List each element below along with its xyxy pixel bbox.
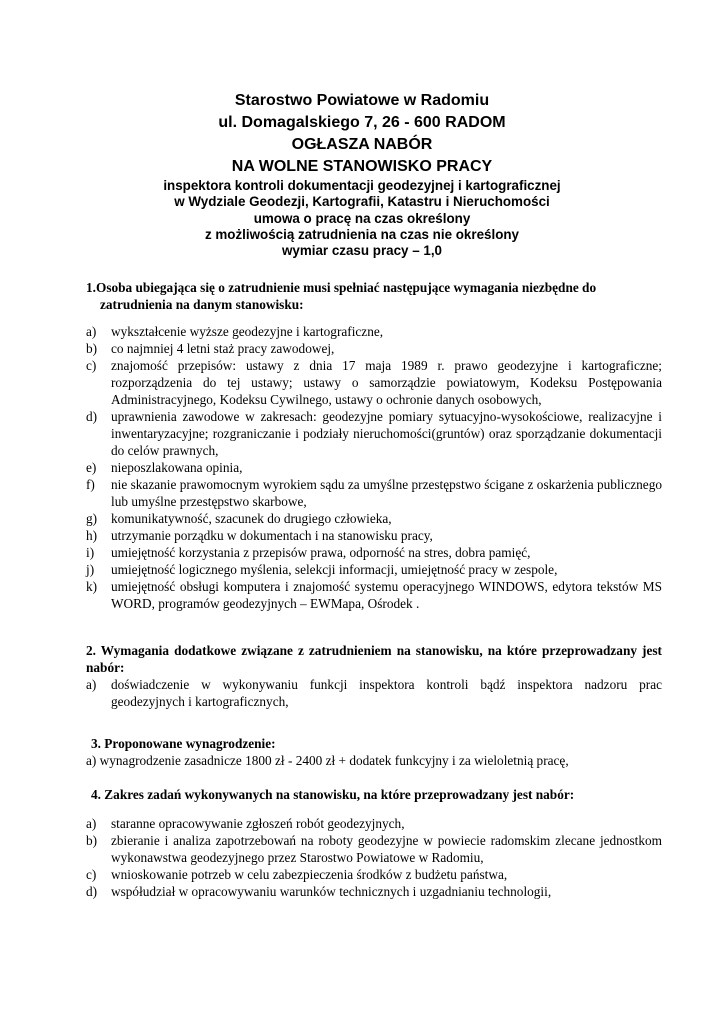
position-name: inspektora kontroli dokumentacji geodezyjnej i kartograficznej (163, 178, 561, 193)
list-item: g) komunikatywność, szacunek do drugiego człowieka, (86, 511, 392, 526)
requirements-list (86, 323, 662, 612)
additional-requirements-list (86, 676, 662, 710)
list-item: a) staranne opracowywanie zgłoszeń robót geodezyjnych, (86, 816, 405, 831)
section-salary-title: 3. Proponowane wynagrodzenie: (91, 736, 276, 751)
list-item: j) umiejętność logicznego myślenia, selekcji informacji, umiejętność pracy w zespole, (86, 562, 558, 577)
list-item: c) wnioskowanie potrzeb w celu zabezpieczenia środków z budżetu państwa, (86, 867, 508, 882)
list-item: c) znajomość przepisów: ustawy z dnia 17 maja 1989 r. prawo geodezyjne i kartograficzne; rozporządzenia do tej ustawy; ustawy o samorządzie powiatowym, Kodeksu Postępowania Administracyjnego, Kodeksu Cywilnego, ustawy o ochronie danych osobowych, (86, 358, 662, 407)
announcement-title: OGŁASZA NABÓR (291, 136, 433, 153)
section-requirements-title: 1.Osoba ubiegająca się o zatrudnienie musi spełniać następujące wymagania niezbędne do zatrudnienia na danym stanowisku: (86, 280, 597, 312)
working-time: wymiar czasu pracy – 1,0 (281, 243, 443, 259)
list-item: e) nieposzlakowana opinia, (86, 460, 243, 475)
institution-name: Starostwo Powiatowe w Radomiu (234, 92, 490, 109)
list-item: b) zbieranie i analiza zapotrzebowań na roboty geodezyjne w powiecie radomskim zlecane jednostkom wykonawstwa geodezyjnego przez Starostwo Powiatowe w Radomiu, (86, 833, 662, 865)
section-duties-title: 4. Zakres zadań wykonywanych na stanowisku, na które przeprowadzany jest nabór: (91, 787, 575, 802)
duties-list (86, 815, 662, 900)
section-duties (86, 786, 662, 900)
list-item: i) umiejętność korzystania z przepisów prawa, odporność na stres, dobra pamięć, (86, 545, 531, 560)
section-requirements (86, 279, 662, 612)
section-additional-requirements (86, 642, 662, 710)
list-item: h) utrzymanie porządku w dokumentach i na stanowisku pracy, (86, 528, 433, 543)
salary-text: a) wynagrodzenie zasadnicze 1800 zł - 2400 zł + dodatek funkcyjny i za wieloletnią pracę, (86, 753, 569, 768)
section-additional-title: 2. Wymagania dodatkowe związane z zatrudnieniem na stanowisku, na które przeprowadzany jest nabór: (86, 643, 662, 675)
contract-extension: z możliwością zatrudnienia na czas nie określony (204, 226, 520, 242)
list-item: f) nie skazanie prawomocnym wyrokiem sądu za umyślne przestępstwo ścigane z oskarżenia publicznego lub umyślne przestępstwo skarbowe, (86, 477, 662, 509)
institution-address: ul. Domagalskiego 7, 26 - 600 RADOM (218, 114, 506, 131)
section-salary (86, 735, 662, 769)
list-item: a) wykształcenie wyższe geodezyjne i kartograficzne, (86, 324, 384, 339)
list-item: d) współudział w opracowywaniu warunków technicznych i uzgadnianiu technologii, (86, 884, 552, 899)
list-item: a) doświadczenie w wykonywaniu funkcji inspektora kontroli bądź inspektora nadzoru prac geodezyjnych i kartograficznych, (86, 677, 662, 709)
department-name: w Wydziale Geodezji, Kartografii, Katastru i Nieruchomości (174, 194, 550, 210)
announcement-header (0, 90, 724, 259)
contract-type: umowa o pracę na czas określony (253, 210, 471, 226)
list-item: b) co najmniej 4 letni staż pracy zawodowej, (86, 341, 335, 356)
list-item: k) umiejętność obsługi komputera i znajomość systemu operacyjnego WINDOWS, edytora tekstów MS WORD, programów geodezyjnych – EWMapa, Ośrodek . (86, 579, 662, 611)
position-heading: NA WOLNE STANOWISKO PRACY (231, 158, 493, 175)
list-item: d) uprawnienia zawodowe w zakresach: geodezyjne pomiary sytuacyjno-wysokościowe, realizacyjne i inwentaryzacyjne; rozgraniczanie i podziały nieruchomości(gruntów) oraz sporządzanie dokumentacji do celów prawnych, (86, 409, 662, 458)
